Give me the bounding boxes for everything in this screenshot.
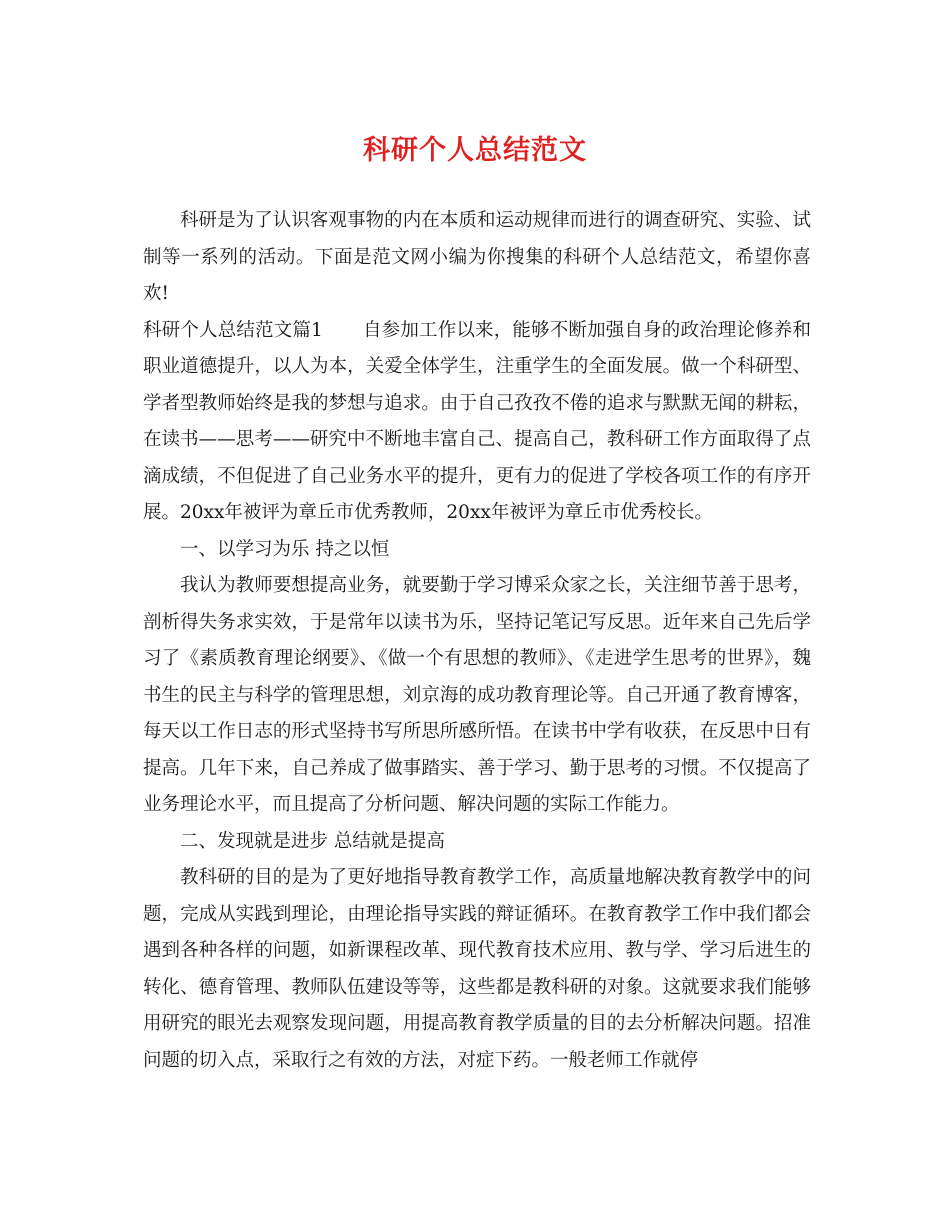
section-heading-2: 二、发现就是进步 总结就是提高 xyxy=(180,830,445,852)
section-paragraph-1: 我认为教师要想提高业务，就要勤于学习博采众家之长，关注细节善于思考，剖析得失务求实效，于是常年以读书为乐，坚持记笔记写反思。近年来自己先后学习了《素质教育理论纲要》、《做一个有思想的教师》、《走进学生思考的世界》，魏书生的民主与科学的管理思想，刘京海的成功教育理论等。自己开通了教育博客，每天以工作日志的形式坚持书写所思所感所悟。在读书中学有收获，在反思中日有提高。几年下来，自己养成了做事踏实、善于学习、勤于思考的习惯。不仅提高了业务理论水平，而且提高了分析问题、解决问题的实际工作能力。 xyxy=(143,575,811,815)
article-first-paragraph xyxy=(143,313,811,532)
section-paragraph-2: 教科研的目的是为了更好地指导教育教学工作，高质量地解决教育教学中的问题，完成从实践到理论，由理论指导实践的辩证循环。在教育教学工作中我们都会遇到各种各样的问题，如新课程改革、现代教育技术应用、教与学、学习后进生的转化、德育管理、教师队伍建设等等，这些都是教科研的对象。这就要求我们能够用研究的眼光去观察发现问题，用提高教育教学质量的目的去分析解决问题。招准问题的切入点，采取行之有效的方法，对症下药。一般老师工作就停 xyxy=(143,867,811,1071)
intro-paragraph: 科研是为了认识客观事物的内在本质和运动规律而进行的调查研究、实验、试制等一系列的活动。下面是范文网小编为你搜集的科研个人总结范文，希望你喜欢! xyxy=(143,210,811,304)
document-title: 科研个人总结范文 xyxy=(363,135,587,166)
section-heading-1: 一、以学习为乐 持之以恒 xyxy=(180,538,390,560)
article-first-paragraph-text: 自参加工作以来，能够不断加强自身的政治理论修养和职业道德提升，以人为本，关爱全体学生，注重学生的全面发展。做一个科研型、学者型教师始终是我的梦想与追求。由于自己孜孜不倦的追求与默默无闻的耕耘，在读书——思考——研究中不断地丰富自己、提高自己，教科研工作方面取得了点滴成绩，不但促进了自己业务水平的提升，更有力的促进了学校各项工作的有序开展。20xx年被评为章丘市优秀教师，20xx年被评为章丘市优秀校长。 xyxy=(143,319,811,523)
article-heading: 科研个人总结范文篇1 xyxy=(143,319,323,341)
document-body xyxy=(143,203,811,1079)
